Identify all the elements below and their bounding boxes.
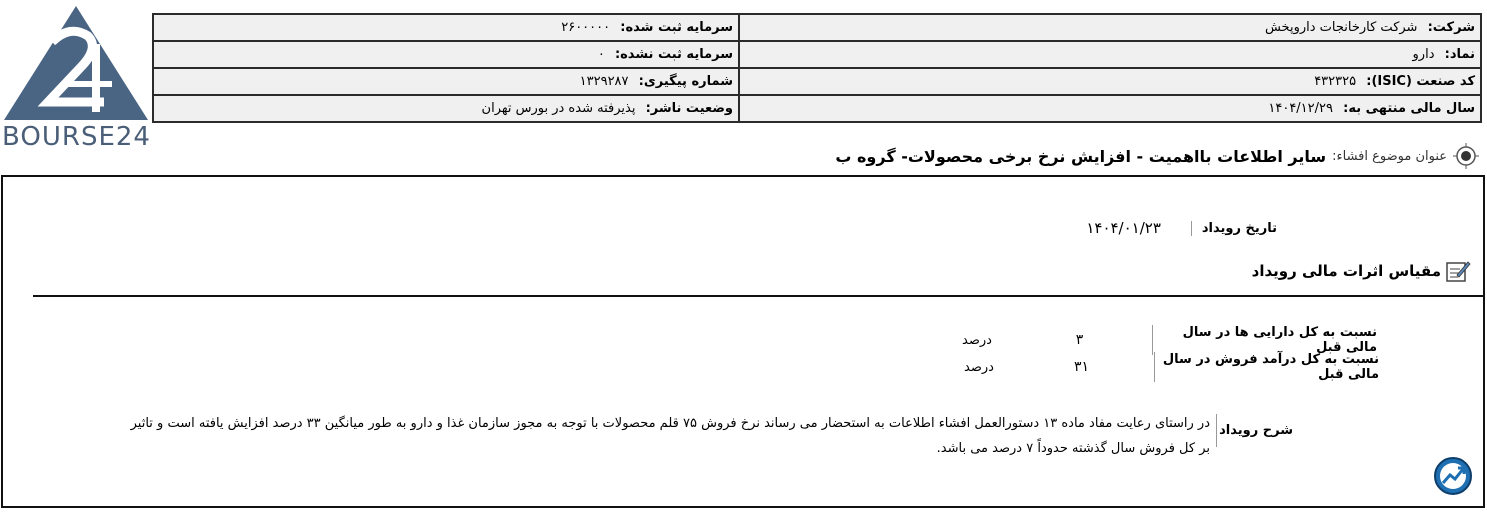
fiscal-cell: [739, 95, 1481, 122]
financial-impact-title: مقیاس اثرات مالی رویداد: [1251, 262, 1441, 280]
symbol-cell: [739, 41, 1481, 68]
metric-value: ۳۱: [1073, 359, 1090, 375]
metric-row: [949, 352, 1379, 382]
reg-capital-cell: [153, 14, 739, 41]
symbol-label: نماد:: [1444, 47, 1475, 62]
event-date-row: [1086, 219, 1277, 237]
company-cell: [739, 14, 1481, 41]
logo-text: BOURSE24: [2, 122, 151, 152]
edit-note-icon: [1445, 259, 1471, 283]
isic-label: کد صنعت (ISIC):: [1366, 74, 1475, 89]
tracking-value: ۱۳۲۹۲۸۷: [579, 74, 629, 89]
metric-label: نسبت به کل دارایی ها در سال مالی قبل: [1152, 325, 1377, 355]
company-info-table: [152, 13, 1482, 123]
company-value: شرکت کارخانجات داروپخش: [1264, 20, 1418, 35]
disclosure-subject: [835, 143, 1479, 169]
event-description-text: در راستای رعایت مفاد ماده ۱۳ دستورالعمل افشاء اطلاعات به استحضار می رساند نرخ فروش ۷۵ قلم محصولات با توجه به مجوز سازمان غذا و دارو به طور میانگین ۳۳ درصد افزایش یافته است و تاثیر بر کل فروش سال گذشته حدوداً ۷ درصد می باشد.: [130, 416, 1210, 456]
tracking-cell: [153, 68, 739, 95]
fiscal-value: ۱۴۰۴/۱۲/۲۹: [1268, 101, 1333, 116]
status-label: وضعیت ناشر:: [645, 101, 733, 116]
metric-value: ۳: [1075, 332, 1084, 348]
metric-unit: درصد: [964, 359, 994, 375]
event-panel: [1, 175, 1485, 508]
tracking-label: شماره پیگیری:: [638, 74, 733, 89]
isic-value: ۴۳۲۳۲۵: [1314, 74, 1357, 89]
isic-cell: [739, 68, 1481, 95]
unreg-capital-cell: [153, 41, 739, 68]
fiscal-label: سال مالی منتهی به:: [1343, 101, 1475, 116]
metric-label: نسبت به کل درآمد فروش در سال مالی قبل: [1154, 352, 1379, 382]
reg-capital-label: سرمایه ثبت شده:: [620, 20, 733, 35]
section-divider: [33, 295, 1483, 297]
unreg-capital-value: ۰: [597, 47, 605, 62]
subject-title: سایر اطلاعات بااهمیت - افزایش نرخ برخی محصولات- گروه ب: [835, 146, 1327, 166]
metric-unit: درصد: [962, 332, 992, 348]
symbol-value: دارو: [1412, 47, 1435, 62]
event-date-value: ۱۴۰۴/۰۱/۲۳: [1086, 219, 1161, 237]
target-icon: [1453, 143, 1479, 169]
event-date-label: تاریخ رویداد: [1191, 221, 1277, 236]
unreg-capital-label: سرمایه ثبت نشده:: [614, 47, 733, 62]
reg-capital-value: ۲۶۰۰۰۰۰: [561, 20, 611, 35]
status-value: پذیرفته شده در بورس تهران: [481, 101, 636, 116]
financial-impact-heading: [1252, 259, 1471, 283]
metric-row: [947, 325, 1377, 355]
trend-up-badge-icon[interactable]: [1433, 456, 1473, 496]
event-description-label: شرح رویداد: [1216, 414, 1293, 447]
company-label: شرکت:: [1427, 20, 1475, 35]
status-cell: [153, 95, 739, 122]
event-description-row: [120, 411, 1293, 461]
subject-label: عنوان موضوع افشاء:: [1332, 148, 1447, 164]
